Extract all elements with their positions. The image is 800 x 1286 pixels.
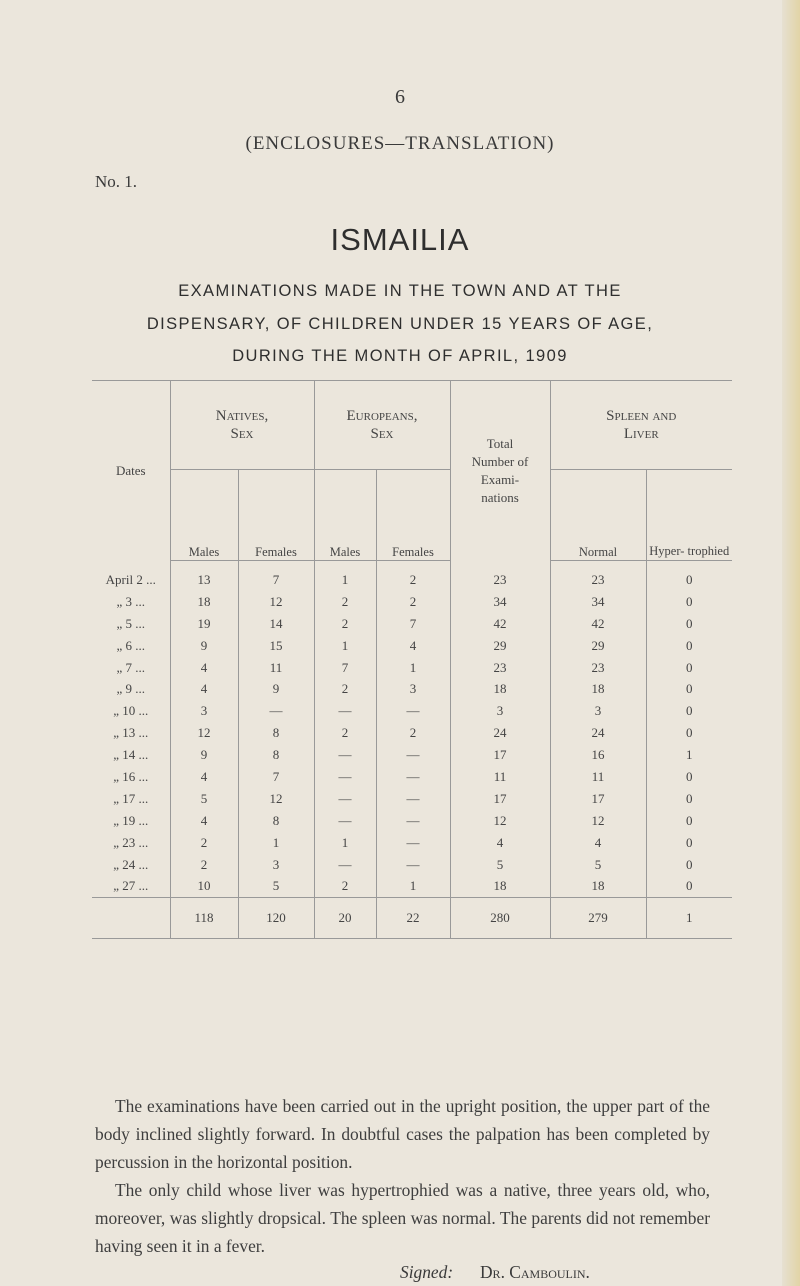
cell-natives-males: 4 <box>170 810 238 832</box>
cell-natives-females: 1 <box>238 832 314 854</box>
document-number: No. 1. <box>95 172 138 191</box>
cell-europeans-males: — <box>314 766 376 788</box>
row-date: „ 10 ... <box>113 703 149 719</box>
row-date: „ 3 ... <box>116 593 146 609</box>
cell-hypertrophied-count: 0 <box>646 875 732 897</box>
cell-total-examinations: 12 <box>450 810 550 832</box>
natives-males-header: Males <box>170 470 238 561</box>
cell-hypertrophied-count: 0 <box>646 635 732 657</box>
natives-label: Natives, <box>215 408 269 424</box>
subtitle-line-2: DISPENSARY, OF CHILDREN UNDER 15 YEARS OF AGE, <box>146 315 654 333</box>
spleen-liver-header <box>550 381 732 470</box>
hypertrophied-header: Hyper- trophied <box>646 470 732 561</box>
cell-europeans-females: 2 <box>376 561 450 591</box>
cell-hypertrophied-count: 0 <box>646 722 732 744</box>
cell-natives-males: 4 <box>170 678 238 700</box>
row-date: „ 9 ... <box>116 681 146 697</box>
cell-natives-females: 7 <box>238 766 314 788</box>
cell-natives-males: 4 <box>170 766 238 788</box>
cell-europeans-males: 1 <box>314 635 376 657</box>
table-row <box>92 744 732 766</box>
cell-natives-females: 3 <box>238 854 314 876</box>
cell-hypertrophied-count: 0 <box>646 832 732 854</box>
cell-natives-females: 12 <box>238 788 314 810</box>
cell-normal-count: 23 <box>550 657 646 679</box>
table-row <box>92 766 732 788</box>
row-date: „ 19 ... <box>113 812 149 828</box>
cell-natives-females: 12 <box>238 591 314 613</box>
cell-hypertrophied-count: 1 <box>646 744 732 766</box>
natives-females-header: Females <box>238 470 314 561</box>
cell-total-examinations: 3 <box>450 700 550 722</box>
cell-natives-males: 9 <box>170 744 238 766</box>
table-row <box>92 635 732 657</box>
cell-total-examinations: 17 <box>450 744 550 766</box>
total-normal: 279 <box>550 898 646 939</box>
cell-normal-count: 18 <box>550 875 646 897</box>
cell-hypertrophied-count: 0 <box>646 766 732 788</box>
cell-total-examinations: 24 <box>450 722 550 744</box>
cell-hypertrophied-count: 0 <box>646 591 732 613</box>
cell-natives-females: 8 <box>238 722 314 744</box>
cell-europeans-females: — <box>376 810 450 832</box>
signatory-name: Dr. Camboulin. <box>480 1262 590 1282</box>
signed-label: Signed: <box>400 1262 454 1282</box>
cell-europeans-females: — <box>376 854 450 876</box>
cell-europeans-males: 1 <box>314 832 376 854</box>
cell-normal-count: 11 <box>550 766 646 788</box>
cell-natives-males: 2 <box>170 832 238 854</box>
natives-sex-label: Sex <box>230 426 254 442</box>
cell-hypertrophied-count: 0 <box>646 561 732 591</box>
cell-europeans-females: 2 <box>376 591 450 613</box>
table-row <box>92 657 732 679</box>
cell-normal-count: 18 <box>550 678 646 700</box>
cell-europeans-males: — <box>314 854 376 876</box>
table-row <box>92 854 732 876</box>
table-body <box>92 561 732 898</box>
cell-europeans-males: 7 <box>314 657 376 679</box>
cell-europeans-females: 3 <box>376 678 450 700</box>
cell-natives-males: 9 <box>170 635 238 657</box>
cell-total-examinations: 23 <box>450 561 550 591</box>
cell-natives-males: 3 <box>170 700 238 722</box>
subtitle-line-1: EXAMINATIONS MADE IN THE TOWN AND AT THE <box>178 282 622 300</box>
cell-europeans-females: 4 <box>376 635 450 657</box>
row-date: „ 24 ... <box>113 856 149 872</box>
cell-europeans-males: 2 <box>314 875 376 897</box>
spleen-label: Spleen and <box>606 408 677 424</box>
cell-normal-count: 5 <box>550 854 646 876</box>
cell-europeans-males: — <box>314 700 376 722</box>
cell-europeans-females: — <box>376 700 450 722</box>
cell-hypertrophied-count: 0 <box>646 788 732 810</box>
row-date: „ 7 ... <box>116 659 146 675</box>
cell-total-examinations: 23 <box>450 657 550 679</box>
table-row <box>92 788 732 810</box>
cell-europeans-males: 2 <box>314 722 376 744</box>
table-row <box>92 875 732 897</box>
cell-normal-count: 29 <box>550 635 646 657</box>
cell-normal-count: 12 <box>550 810 646 832</box>
cell-natives-females: 5 <box>238 875 314 897</box>
cell-europeans-females: — <box>376 832 450 854</box>
cell-europeans-males: — <box>314 810 376 832</box>
cell-europeans-males: — <box>314 744 376 766</box>
cell-natives-males: 18 <box>170 591 238 613</box>
cell-total-examinations: 17 <box>450 788 550 810</box>
row-date: „ 14 ... <box>113 747 149 763</box>
table-row <box>92 810 732 832</box>
europeans-header <box>314 381 450 470</box>
row-date: „ 27 ... <box>113 878 149 894</box>
cell-europeans-females: — <box>376 766 450 788</box>
row-date: „ 23 ... <box>113 834 149 850</box>
cell-hypertrophied-count: 0 <box>646 678 732 700</box>
cell-hypertrophied-count: 0 <box>646 657 732 679</box>
paragraph-findings: The only child whose liver was hypertrophied was a native, three years old, who, moreover, was slightly dropsical. The spleen was normal. The parents did not remember having seen it in a fever. <box>95 1180 710 1256</box>
table-row <box>92 678 732 700</box>
natives-header <box>170 381 314 470</box>
cell-hypertrophied-count: 0 <box>646 613 732 635</box>
dates-header: Dates <box>92 381 170 561</box>
cell-total-examinations: 34 <box>450 591 550 613</box>
table-row <box>92 561 732 591</box>
page-number: 6 <box>395 86 405 108</box>
cell-europeans-males: 1 <box>314 561 376 591</box>
cell-total-examinations: 42 <box>450 613 550 635</box>
cell-natives-females: 8 <box>238 744 314 766</box>
cell-total-examinations: 18 <box>450 678 550 700</box>
total-hypertrophied: 1 <box>646 898 732 939</box>
cell-natives-females: 9 <box>238 678 314 700</box>
row-date: „ 6 ... <box>116 637 146 653</box>
cell-natives-females: 7 <box>238 561 314 591</box>
normal-header: Normal <box>550 470 646 561</box>
row-date: April 2 ... <box>105 571 156 587</box>
cell-total-examinations: 4 <box>450 832 550 854</box>
row-date: „ 16 ... <box>113 768 149 784</box>
cell-total-examinations: 29 <box>450 635 550 657</box>
cell-normal-count: 16 <box>550 744 646 766</box>
cell-normal-count: 42 <box>550 613 646 635</box>
cell-natives-males: 12 <box>170 722 238 744</box>
table-row <box>92 613 732 635</box>
cell-europeans-males: — <box>314 788 376 810</box>
cell-natives-females: 11 <box>238 657 314 679</box>
total-natives-females: 120 <box>238 898 314 939</box>
enclosure-heading: (ENCLOSURES—TRANSLATION) <box>245 133 555 154</box>
cell-natives-females: — <box>238 700 314 722</box>
totals-label-cell <box>92 898 170 939</box>
cell-normal-count: 34 <box>550 591 646 613</box>
cell-total-examinations: 5 <box>450 854 550 876</box>
page-edge <box>782 0 800 1286</box>
cell-europeans-males: 2 <box>314 678 376 700</box>
row-date: „ 17 ... <box>113 790 149 806</box>
cell-europeans-females: 7 <box>376 613 450 635</box>
europeans-sex-label: Sex <box>370 426 394 442</box>
signature-line <box>0 1262 800 1286</box>
liver-label: Liver <box>623 426 659 442</box>
cell-hypertrophied-count: 0 <box>646 700 732 722</box>
table-row <box>92 832 732 854</box>
cell-normal-count: 17 <box>550 788 646 810</box>
cell-natives-females: 15 <box>238 635 314 657</box>
cell-natives-males: 13 <box>170 561 238 591</box>
cell-normal-count: 24 <box>550 722 646 744</box>
cell-natives-males: 19 <box>170 613 238 635</box>
europeans-females-header: Females <box>376 470 450 561</box>
cell-total-examinations: 18 <box>450 875 550 897</box>
total-europeans-females: 22 <box>376 898 450 939</box>
cell-normal-count: 4 <box>550 832 646 854</box>
europeans-label: Europeans, <box>346 408 418 424</box>
cell-natives-males: 2 <box>170 854 238 876</box>
total-natives-males: 118 <box>170 898 238 939</box>
cell-natives-males: 5 <box>170 788 238 810</box>
examination-table <box>92 380 732 939</box>
cell-europeans-males: 2 <box>314 613 376 635</box>
table-row <box>92 591 732 613</box>
cell-natives-males: 10 <box>170 875 238 897</box>
cell-natives-females: 14 <box>238 613 314 635</box>
cell-europeans-females: 2 <box>376 722 450 744</box>
totals-row <box>92 898 732 939</box>
paragraph-methods: The examinations have been carried out in the upright position, the upper part of the body inclined slightly forward. In doubtful cases the palpation has been completed by percussion in the horizontal position. <box>95 1096 710 1172</box>
cell-europeans-females: 1 <box>376 657 450 679</box>
europeans-males-header: Males <box>314 470 376 561</box>
cell-hypertrophied-count: 0 <box>646 810 732 832</box>
cell-europeans-males: 2 <box>314 591 376 613</box>
row-date: „ 13 ... <box>113 725 149 741</box>
total-europeans-males: 20 <box>314 898 376 939</box>
table-row <box>92 700 732 722</box>
row-date: „ 5 ... <box>116 615 146 631</box>
cell-europeans-females: — <box>376 788 450 810</box>
cell-normal-count: 23 <box>550 561 646 591</box>
cell-hypertrophied-count: 0 <box>646 854 732 876</box>
page-title: ISMAILIA <box>330 222 470 257</box>
total-examinations-header: Total Number of Exami- nations <box>450 381 550 561</box>
cell-total-examinations: 11 <box>450 766 550 788</box>
table-row <box>92 722 732 744</box>
cell-natives-females: 8 <box>238 810 314 832</box>
cell-natives-males: 4 <box>170 657 238 679</box>
cell-europeans-females: — <box>376 744 450 766</box>
total-examinations: 280 <box>450 898 550 939</box>
cell-normal-count: 3 <box>550 700 646 722</box>
subtitle-line-3: DURING THE MONTH OF APRIL, 1909 <box>232 347 568 365</box>
cell-europeans-females: 1 <box>376 875 450 897</box>
